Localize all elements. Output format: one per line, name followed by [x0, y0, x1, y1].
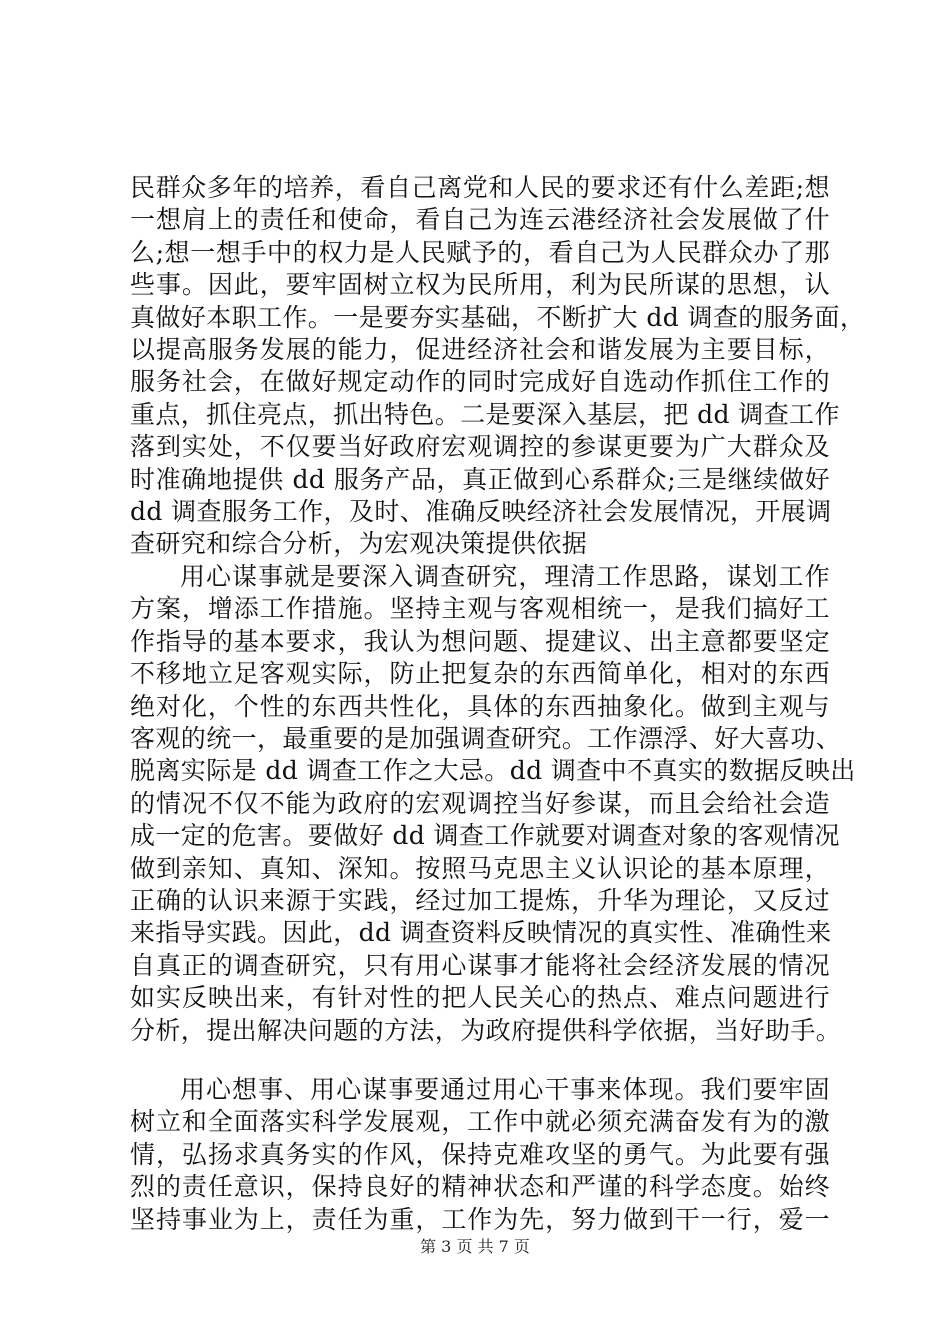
- text-line: 脱离实际是 dd 调查工作之大忌。dd 调查中不真实的数据反映出: [130, 756, 856, 786]
- text-line: 做到亲知、真知、深知。按照马克思主义认识论的基本原理，: [130, 853, 830, 883]
- text-line: 一想肩上的责任和使命，看自己为连云港经济社会发展做了什: [130, 205, 830, 235]
- text-line: dd 调查服务工作，及时、准确反映经济社会发展情况，开展调: [130, 497, 832, 526]
- text-line: 来指导实践。因此，dd 调查资料反映情况的真实性、准确性来: [130, 918, 832, 948]
- text-line: 用心谋事就是要深入调查研究，理清工作思路，谋划工作: [180, 562, 830, 591]
- text-line: 么;想一想手中的权力是人民赋予的，看自己为人民群众办了那: [130, 237, 830, 267]
- text-line: 正确的认识来源于实践，经过加工提炼，升华为理论，又反过: [130, 886, 830, 915]
- text-line: 的情况不仅不能为政府的宏观调控当好参谋，而且会给社会造: [130, 788, 830, 818]
- text-line: 客观的统一，最重要的是加强调查研究。工作漂浮、好大喜功、: [130, 724, 842, 753]
- text-line: 落到实处，不仅要当好政府宏观调控的参谋更要为广大群众及: [130, 432, 830, 462]
- text-line: 情，弘扬求真务实的作风，保持克难攻坚的勇气。为此要有强: [130, 1139, 830, 1169]
- text-line: 烈的责任意识，保持良好的精神状态和严谨的科学态度。始终: [130, 1172, 830, 1202]
- text-line: 些事。因此，要牢固树立权为民所用，利为民所谋的思想，认: [130, 270, 830, 300]
- text-line: 分析，提出解决问题的方法，为政府提供科学依据，当好助手。: [130, 1015, 842, 1045]
- text-line: 以提高服务发展的能力，促进经济社会和谐发展为主要目标，: [130, 335, 830, 364]
- text-line: 作指导的基本要求，我认为想问题、提建议、出主意都要坚定: [130, 626, 830, 656]
- text-line: 民群众多年的培养，看自己离党和人民的要求还有什么差距;想: [130, 173, 830, 202]
- text-line: 绝对化，个性的东西共性化，具体的东西抽象化。做到主观与: [130, 691, 830, 721]
- text-line: 查研究和综合分析，为宏观决策提供依据: [130, 529, 588, 559]
- text-line: 服务社会，在做好规定动作的同时完成好自选动作抓住工作的: [130, 367, 830, 397]
- text-line: 自真正的调查研究，只有用心谋事才能将社会经济发展的情况: [130, 950, 830, 980]
- text-line: 方案，增添工作措施。坚持主观与客观相统一，是我们搞好工: [130, 594, 830, 624]
- text-line: 成一定的危害。要做好 dd 调查工作就要对调查对象的客观情况: [130, 821, 840, 851]
- text-line: 坚持事业为上，责任为重，工作为先，努力做到干一行，爱一: [130, 1204, 830, 1234]
- text-line: 重点，抓住亮点，抓出特色。二是要深入基层，把 dd 调查工作: [130, 399, 840, 429]
- text-line: 用心想事、用心谋事要通过用心干事来体现。我们要牢固: [180, 1075, 830, 1104]
- text-line: 真做好本职工作。一是要夯实基础，不断扩大 dd 调查的服务面，: [130, 302, 866, 332]
- page-footer: 第 3 页 共 7 页: [420, 1237, 530, 1256]
- text-line: 树立和全面落实科学发展观，工作中就必须充满奋发有为的激: [130, 1107, 830, 1137]
- text-line: 不移地立足客观实际，防止把复杂的东西简单化，相对的东西: [130, 659, 830, 689]
- text-line: 如实反映出来，有针对性的把人民关心的热点、难点问题进行: [130, 983, 830, 1013]
- text-line: 时准确地提供 dd 服务产品，真正做到心系群众;三是继续做好: [130, 464, 830, 494]
